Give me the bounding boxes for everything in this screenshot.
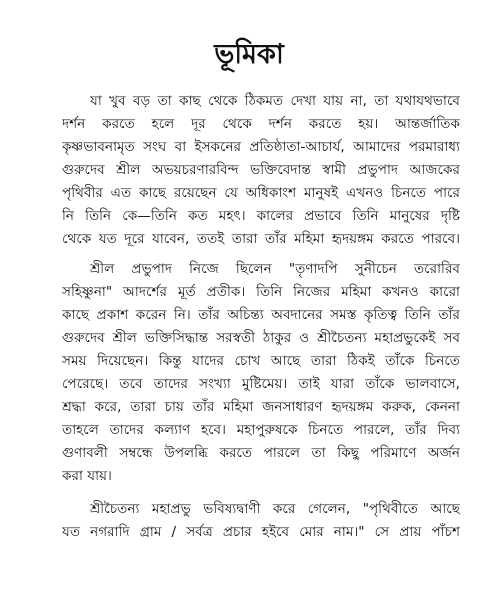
- paragraph-2-line-1: শ্রীল প্রভুপাদ নিজে ছিলেন "তৃণাদপি সুনীচেন তরোরিব: [90, 261, 460, 277]
- paragraph-2-line-2: সহিষ্ণুনা" আদর্শের মূর্ত প্রতীক। তিনি নিজের মহিমা কখনও কারো: [62, 284, 460, 300]
- paragraph-2-line-7: শ্রদ্ধা করে, তারা চায় তাঁর মহিমা জনসাধারণ হৃদয়ঙ্গম করুক, কেননা: [62, 399, 460, 415]
- paragraph-2-line-9: গুণাবলী সম্বন্ধে উপলব্ধি করতে পারলে তা কিছু পরিমাণে অর্জন: [62, 445, 460, 461]
- paragraph-1-line-6: নি তিনি কে—তিনি কত মহৎ। কালের প্রভাবে তিনি মানুষের দৃষ্টি: [62, 208, 460, 224]
- paragraph-2-line-5: সময় দিয়েছেন। কিন্তু যাদের চোখ আছে তারা ঠিকই তাঁকে চিনতে: [62, 353, 460, 369]
- paragraph-2-line-4: গুরুদেব শ্রীল ভক্তিসিদ্ধান্ত সরস্বতী ঠাকুর ও শ্রীচৈতন্য মহাপ্রভুকেই সব: [62, 330, 460, 346]
- paragraph-1-line-7: থেকে যত দূরে যাবেন, ততই তারা তাঁর মহিমা হৃদয়ঙ্গম করতে পারবে।: [62, 231, 460, 247]
- paragraph-2-line-6: পেরেছে। তবে তাদের সংখ্যা মুষ্টিমেয়। তাই যারা তাঁকে ভালবাসে,: [62, 376, 460, 392]
- paragraph-1-line-5: পৃথিবীর এত কাছে রয়েছেন যে অধিকাংশ মানুষই এখনও চিনতে পারে: [62, 185, 460, 201]
- paragraph-3-line-2: যত নগরাদি গ্রাম / সর্বত্র প্রচার হইবে মোর নাম।" সে প্রায় পাঁচশ: [62, 524, 460, 540]
- paragraph-1-line-2: দর্শন করতে হলে দূর থেকে দর্শন করতে হয়। আন্তর্জাতিক: [62, 116, 460, 132]
- paragraph-1-line-3: কৃষ্ণভাবনামৃত সংঘ বা ইসকনের প্রতিষ্ঠাতা-আচার্য, আমাদের পরমারাধ্য: [62, 139, 460, 155]
- page-title: ভূমিকা: [214, 39, 284, 70]
- paragraph-2-line-10: করা যায়।: [62, 468, 112, 484]
- paragraph-1-line-4: গুরুদেব শ্রীল অভয়চরণারবিন্দ ভক্তিবেদান্ত স্বামী প্রভুপাদ আজকের: [62, 162, 460, 178]
- paragraph-1-line-1: যা খুব বড় তা কাছ থেকে ঠিকমত দেখা যায় না, তা যথাযথভাবে: [90, 93, 460, 109]
- paragraph-2-line-3: কাছে প্রকাশ করেন নি। তাঁর অচিন্ত্য অবদানের সমস্ত কৃতিত্ব তিনি তাঁর: [62, 307, 460, 323]
- paragraph-2-line-8: তাহলে তাদের কল্যাণ হবে। মহাপুরুষকে চিনতে পারলে, তাঁর দিব্য: [62, 422, 460, 438]
- paragraph-3-line-1: শ্রীচৈতন্য মহাপ্রভু ভবিষ্যদ্বাণী করে গেলেন, "পৃথিবীতে আছে: [90, 501, 460, 517]
